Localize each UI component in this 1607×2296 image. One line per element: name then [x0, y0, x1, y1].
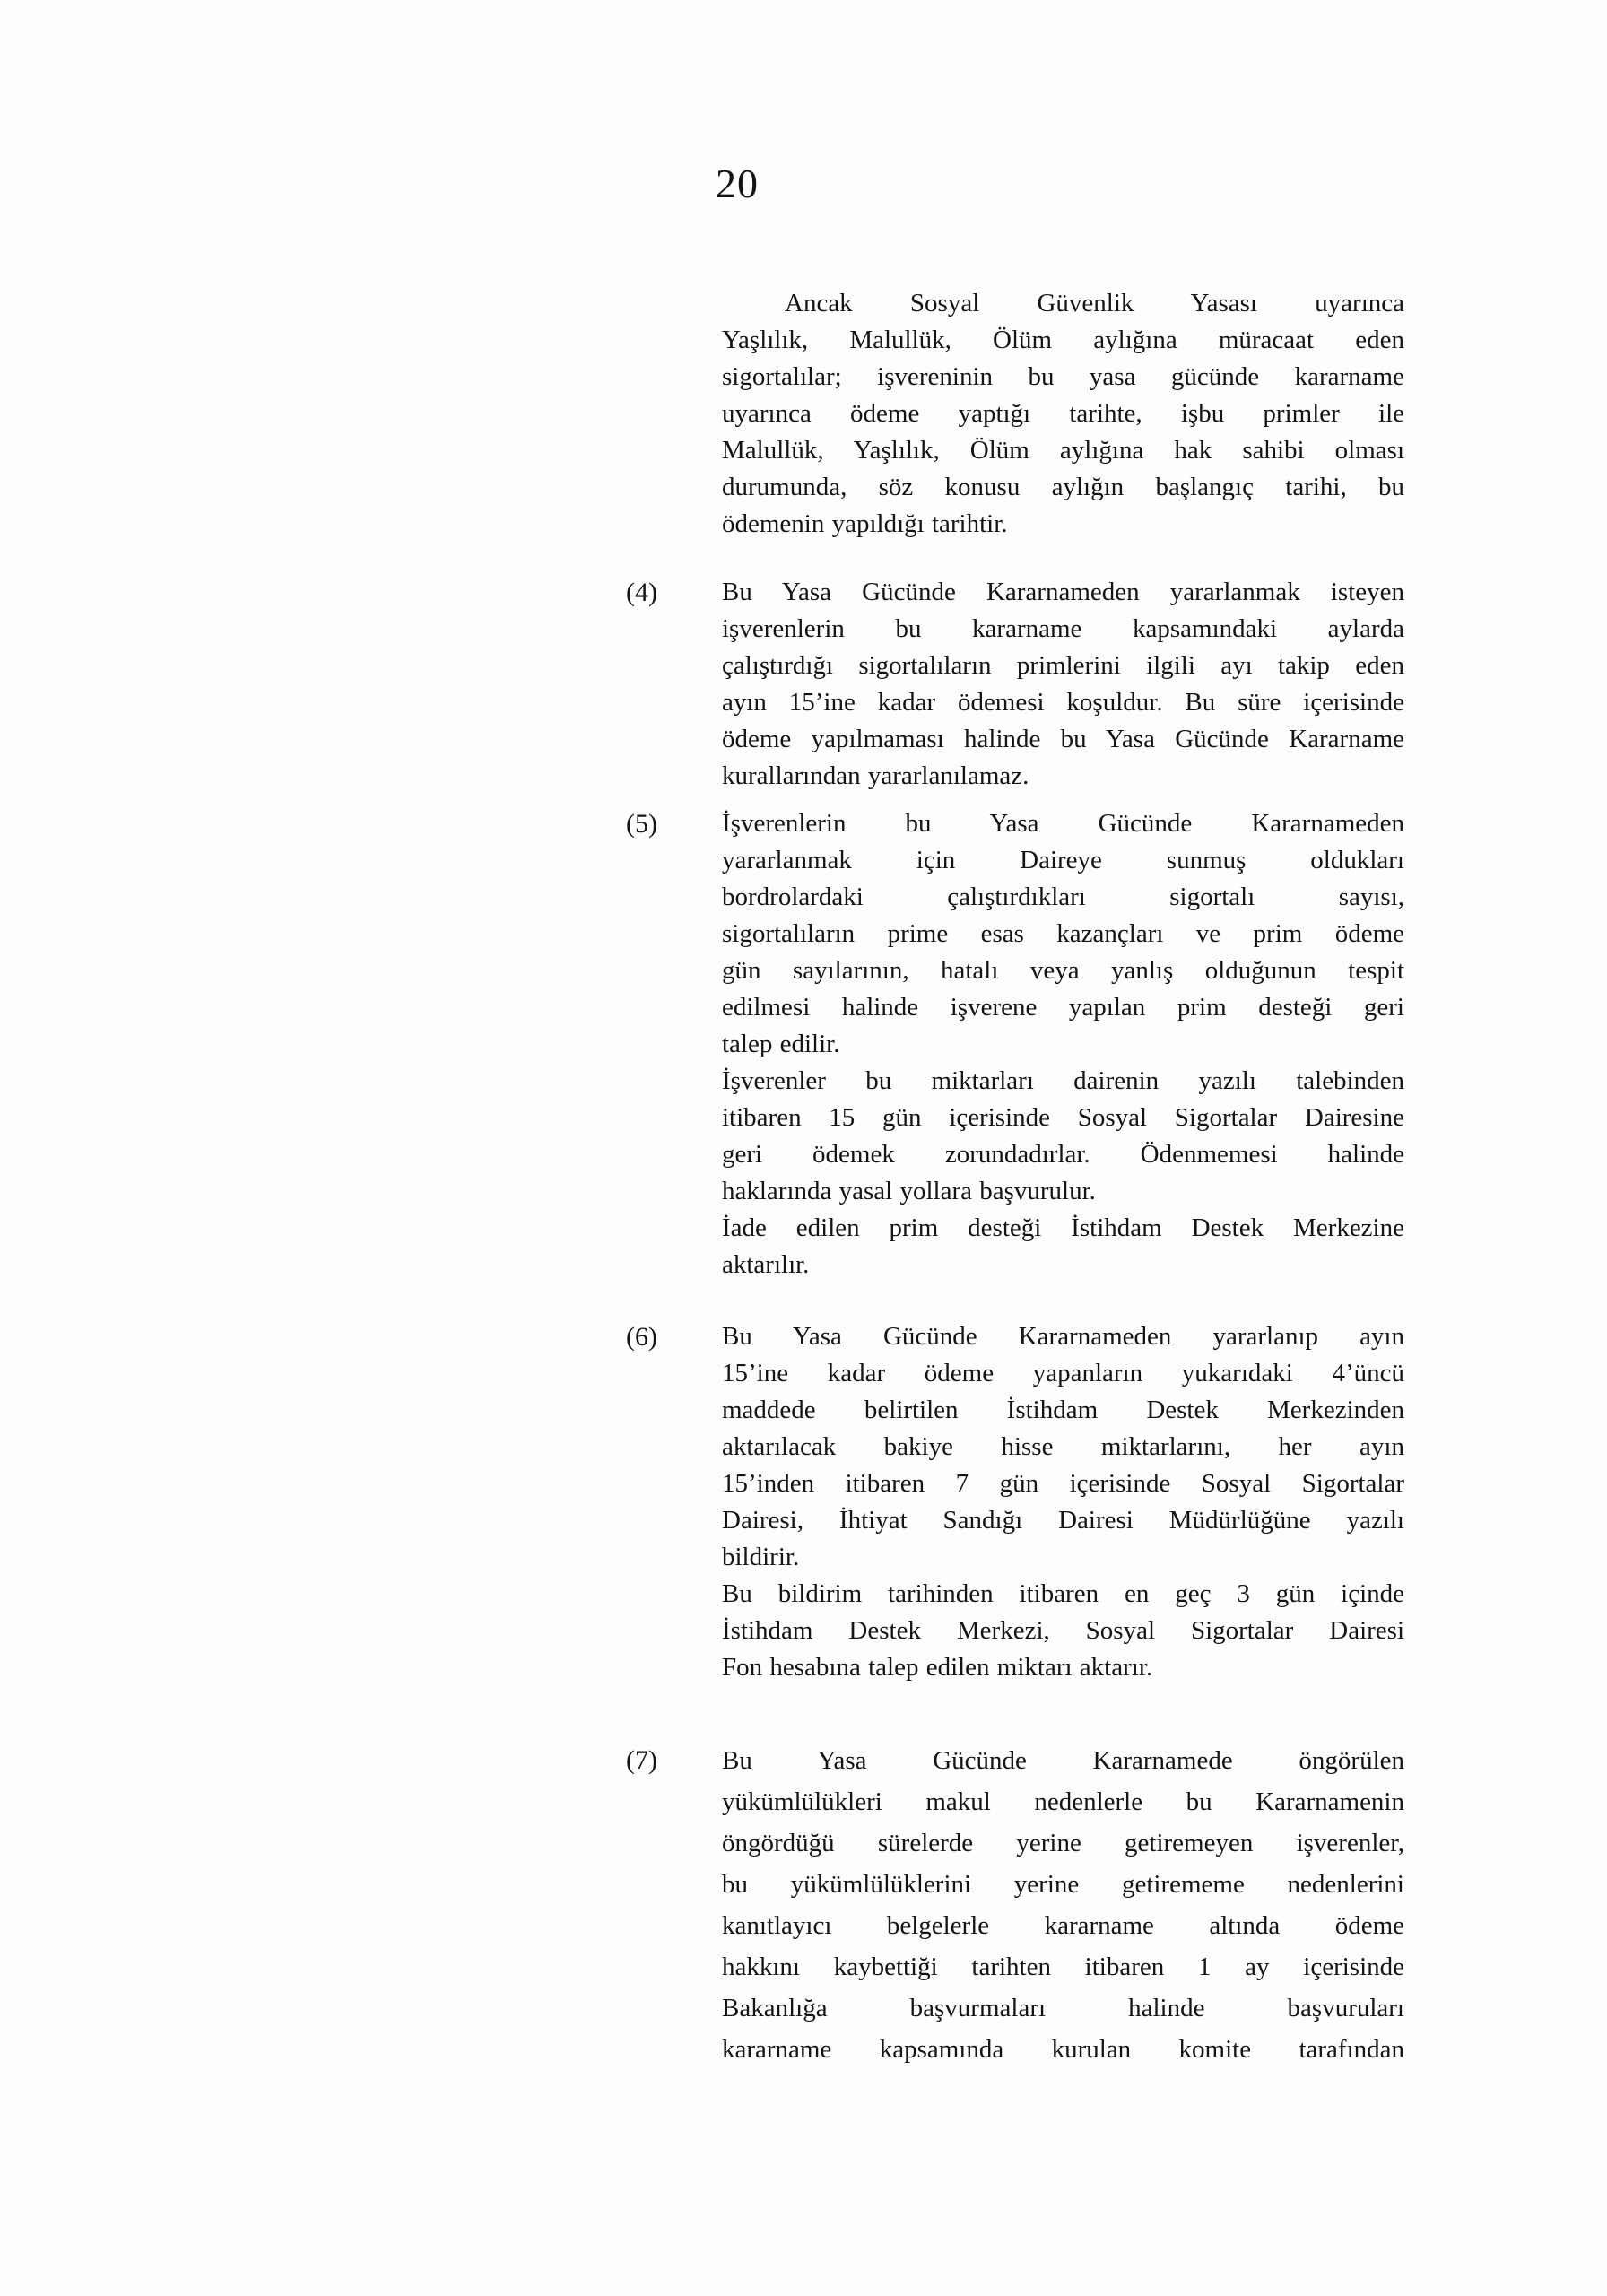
text-line: durumunda, söz konusu aylığın başlangıç tarihi, bu	[722, 473, 1404, 501]
text-line: yükümlülükleri makul nedenlerle bu Kararnamenin	[722, 1787, 1404, 1816]
text-line: İşverenlerin bu Yasa Gücünde Kararnameden	[722, 809, 1404, 838]
paragraph-intro	[626, 285, 1404, 543]
paragraph-item-5	[626, 805, 1404, 1283]
text-line: maddede belirtilen İstihdam Destek Merkezinden	[722, 1396, 1404, 1424]
text-line: ödemenin yapıldığı tarihtir.	[722, 509, 1008, 538]
text-line: talep edilir.	[722, 1030, 840, 1058]
paragraph-lines	[722, 285, 1404, 543]
text-line: Ancak Sosyal Güvenlik Yasası uyarınca	[785, 289, 1404, 317]
text-line: aktarılacak bakiye hisse miktarlarını, her ayın	[722, 1432, 1404, 1461]
text-line: Bu Yasa Gücünde Kararnameden yararlanmak isteyen	[722, 578, 1404, 606]
paragraph-lines	[722, 1318, 1404, 1686]
text-line: 15’inden itibaren 7 gün içerisinde Sosyal Sigortalar	[722, 1469, 1404, 1498]
paragraph-lines	[722, 805, 1404, 1283]
text-line: 15’ine kadar ödeme yapanların yukarıdaki 4’üncü	[722, 1359, 1404, 1387]
text-line: gün sayılarının, hatalı veya yanlış olduğunun tespit	[722, 956, 1404, 985]
paragraph-marker: (6)	[626, 1322, 657, 1352]
text-line: bordrolardaki çalıştırdıkları sigortalı sayısı,	[722, 883, 1404, 911]
text-line: Bu Yasa Gücünde Kararnamede öngörülen	[722, 1746, 1404, 1775]
text-line: geri ödemek zorundadırlar. Ödenmemesi halinde	[722, 1140, 1404, 1169]
text-line: bu yükümlülüklerini yerine getirememe nedenlerini	[722, 1870, 1404, 1899]
text-line: hakkını kaybettiği tarihten itibaren 1 ay içerisinde	[722, 1952, 1404, 1981]
text-line: Bakanlığa başvurmaları halinde başvuruları	[722, 1994, 1404, 2022]
paragraph-marker: (4)	[626, 578, 657, 607]
paragraph-lines	[722, 574, 1404, 795]
paragraph-lines	[722, 1740, 1404, 2070]
page-number: 20	[716, 161, 759, 206]
text-line: Bu bildirim tarihinden itibaren en geç 3 gün içinde	[722, 1579, 1404, 1608]
paragraph-item-4	[626, 574, 1404, 795]
text-line: sigortalılar; işvereninin bu yasa gücünde kararname	[722, 362, 1404, 391]
paragraph-item-7	[626, 1740, 1404, 2070]
text-line: bildirir.	[722, 1543, 800, 1571]
text-line: öngördüğü sürelerde yerine getiremeyen işverenler,	[722, 1829, 1404, 1857]
text-line: kararname kapsamında kurulan komite tarafından	[722, 2035, 1404, 2064]
text-line: kanıtlayıcı belgelerle kararname altında ödeme	[722, 1911, 1404, 1940]
paragraph-marker: (5)	[626, 809, 657, 839]
paragraph-item-6	[626, 1318, 1404, 1686]
text-line: uyarınca ödeme yaptığı tarihte, işbu primler ile	[722, 399, 1404, 428]
text-line: çalıştırdığı sigortalıların primlerini ilgili ayı takip eden	[722, 651, 1404, 680]
text-line: aktarılır.	[722, 1250, 810, 1279]
paragraph-marker: (7)	[626, 1745, 657, 1775]
text-line: Yaşlılık, Malullük, Ölüm aylığına müracaat eden	[722, 326, 1404, 354]
text-line: ödeme yapılmaması halinde bu Yasa Gücünde Kararname	[722, 725, 1404, 753]
text-line: itibaren 15 gün içerisinde Sosyal Sigortalar Dairesine	[722, 1103, 1404, 1132]
text-line: işverenlerin bu kararname kapsamındaki aylarda	[722, 614, 1404, 643]
text-line: Malullük, Yaşlılık, Ölüm aylığına hak sahibi olması	[722, 436, 1404, 465]
text-line: İşverenler bu miktarları dairenin yazılı talebinden	[722, 1066, 1404, 1095]
text-line: Fon hesabına talep edilen miktarı aktarır.	[722, 1653, 1153, 1682]
text-line: İade edilen prim desteği İstihdam Destek Merkezine	[722, 1213, 1404, 1242]
text-line: Bu Yasa Gücünde Kararnameden yararlanıp ayın	[722, 1322, 1404, 1351]
text-line: haklarında yasal yollara başvurulur.	[722, 1177, 1096, 1205]
text-line: İstihdam Destek Merkezi, Sosyal Sigortalar Dairesi	[722, 1616, 1404, 1645]
page-body-text	[626, 0, 1404, 2070]
text-line: ayın 15’ine kadar ödemesi koşuldur. Bu süre içerisinde	[722, 688, 1404, 717]
text-line: kurallarından yararlanılamaz.	[722, 761, 1029, 790]
text-line: yararlanmak için Daireye sunmuş oldukları	[722, 846, 1404, 874]
text-line: edilmesi halinde işverene yapılan prim desteği geri	[722, 993, 1404, 1022]
text-line: Dairesi, İhtiyat Sandığı Dairesi Müdürlüğüne yazılı	[722, 1506, 1404, 1535]
text-line: sigortalıların prime esas kazançları ve prim ödeme	[722, 919, 1404, 948]
